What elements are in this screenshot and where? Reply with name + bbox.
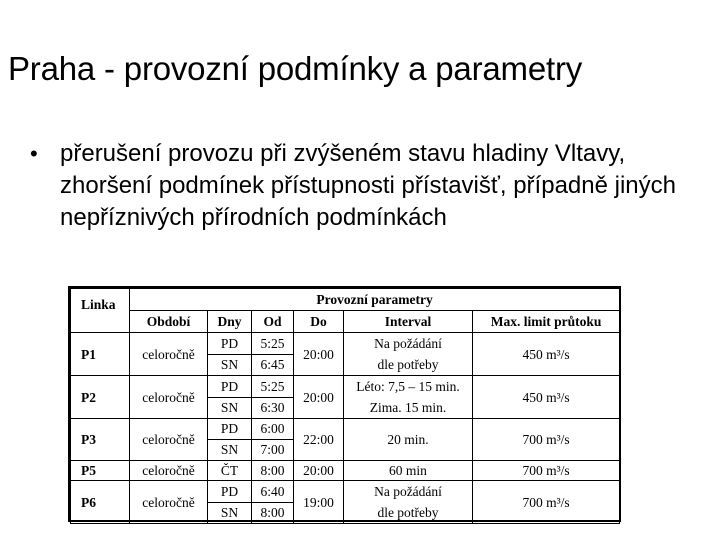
cell-linka: P5 [71,461,130,481]
cell-interval-line: Léto: 7,5 – 15 min. [356,379,460,394]
cell-od [252,481,294,524]
slide-title: Praha - provozní podmínky a parametry [8,50,583,87]
cell-dny-top: PD [208,377,251,398]
cell-dny-top: PD [208,419,251,440]
cell-od-top: 5:25 [252,334,293,355]
cell-od-top: 6:00 [252,419,293,440]
cell-obdobi: celoročně [130,419,208,461]
cell-do: 20:00 [294,333,344,376]
cell-od [252,376,294,419]
cell-dny [208,333,252,376]
cell-max-limit: 700 m³/s [473,419,620,461]
cell-max-limit: 450 m³/s [473,376,620,419]
bullet-dot: • [30,141,38,166]
cell-od-bottom: 6:30 [260,399,285,415]
cell-do: 22:00 [294,419,344,461]
cell-dny-bottom: SN [220,442,239,457]
cell-od [252,333,294,376]
header-od: Od [252,311,294,333]
cell-interval-line: Na požádání [374,484,442,499]
cell-linka: P6 [71,481,130,524]
cell-od-top: 5:25 [252,377,293,398]
cell-interval-line: Na požádání [374,336,442,351]
header-dny: Dny [208,311,252,333]
bullet-item [30,138,690,234]
table-row [71,333,620,376]
cell-interval: 20 min. [344,419,473,461]
cell-obdobi: celoročně [130,481,208,524]
cell-do: 20:00 [294,461,344,481]
cell-dny-top: PD [208,482,251,503]
header-group: Provozní parametry [130,289,620,311]
header-interval: Interval [344,311,473,333]
table-row [71,461,620,481]
cell-dny [208,481,252,524]
cell-od-bottom: 8:00 [260,504,285,520]
cell-interval [344,481,473,524]
cell-max-limit: 700 m³/s [473,481,620,524]
cell-obdobi: celoročně [130,376,208,419]
cell-dny: ČT [208,461,252,481]
header-linka: Linka [71,289,130,333]
parameters-table [70,288,620,524]
cell-obdobi: celoročně [130,333,208,376]
header-max-limit: Max. limit průtoku [473,311,620,333]
header-do: Do [294,311,344,333]
cell-do: 20:00 [294,376,344,419]
cell-interval-line: dle potřeby [377,357,439,372]
cell-max-limit: 700 m³/s [473,461,620,481]
cell-interval: 60 min [344,461,473,481]
cell-od-top: 6:40 [252,482,293,503]
cell-od-bottom: 6:45 [260,356,285,372]
cell-interval [344,333,473,376]
cell-dny-bottom: SN [220,399,239,415]
table-row [71,376,620,419]
cell-dny-bottom: SN [220,504,239,520]
header-obdobi: Období [130,311,208,333]
table-row [71,419,620,461]
cell-od [252,419,294,461]
cell-dny [208,419,252,461]
cell-interval [344,376,473,419]
cell-dny [208,376,252,419]
parameters-table-wrap [68,286,621,522]
cell-dny-top: PD [208,334,251,355]
cell-obdobi: celoročně [130,461,208,481]
cell-linka: P1 [71,333,130,376]
cell-max-limit: 450 m³/s [473,333,620,376]
cell-od-bottom: 7:00 [260,442,285,457]
bullet-text: přerušení provozu při zvýšeném stavu hladiny Vltavy, zhoršení podmínek přístupnosti přístavišť, případně jiných nepříznivých přírodních podmínkách [60,140,676,231]
cell-do: 19:00 [294,481,344,524]
cell-interval-line: dle potřeby [377,505,439,520]
cell-interval-line: Zima. 15 min. [369,400,447,415]
cell-linka: P2 [71,376,130,419]
cell-dny-bottom: SN [220,356,239,372]
table-row [71,481,620,524]
cell-linka: P3 [71,419,130,461]
cell-od: 8:00 [252,461,294,481]
